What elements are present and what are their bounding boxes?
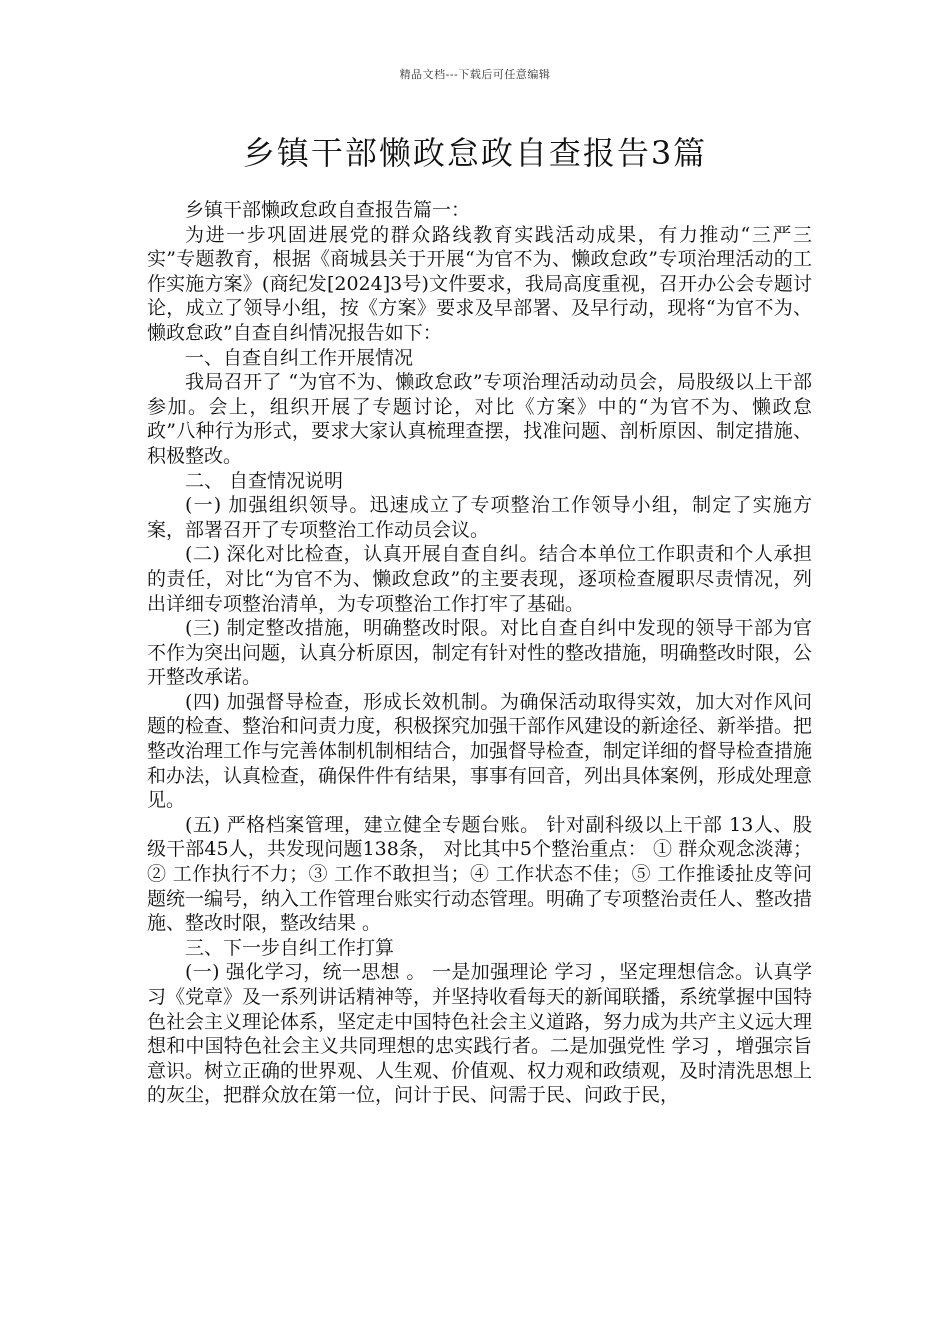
intro-paragraph: 为进一步巩固进展党的群众路线教育实践活动成果，有力推动“三严三实”专题教育，根据《商城县关于开展“为官不为、懒政怠政”专项治理活动的工作实施方案》(商纪发[2024]3号)文件要求，我局高度重视，召开办公会专题讨论，成立了领导小组，按《方案》要求及早部署、及早行动，现将“为官不为、懒政怠政”自查自纠情况报告如下： [147, 223, 812, 344]
document-body [147, 198, 812, 1108]
paragraph-item-2: (二) 深化对比检查，认真开展自查自纠。结合本单位工作职责和个人承担的责任，对比“为官不为、懒政怠政”的主要表现，逐项检查履职尽责情况，列出详细专项整治清单，为专项整治工作打牢了基础。 [147, 543, 812, 615]
paragraph-item-5: (五) 严格档案管理，建立健全专题台账。 针对副科级以上干部 13人、股级干部45人，共发现问题138条， 对比其中5个整治重点： ① 群众观念淡薄；② 工作执行不力；③ 工作不敢担当；④ 工作状态不佳；⑤ 工作推诿扯皮等问题统一编号，纳入工作管理台账实行动态管理。明确了专项整治责任人、整改措施、整改时限，整改结果 。 [147, 813, 813, 935]
section-heading-part-one: 乡镇干部懒政怠政自查报告篇一： [185, 199, 471, 221]
document-title: 乡镇干部懒政怠政自查报告3篇 [242, 134, 708, 172]
section-heading-1: 一、自查自纠工作开展情况 [185, 346, 414, 369]
section-heading-2: 二、 自查情况说明 [185, 469, 344, 492]
paragraph-plan-1: (一) 强化学习，统一思想 。 一是加强理论 学习 ，坚定理想信念。认真学习《党章》及一系列讲话精神等，并坚持收看每天的新闻联播，系统掌握中国特色社会主义理论体系，坚定走中国特色社会主义道路，努力成为共产主义远大理想和中国特色社会主义共同理想的忠实践行者。二是加强党性 学习 ，增强宗旨意识。树立正确的世界观、人生观、价值观、权力观和政绩观，及时清洗思想上的灰尘，把群众放在第一位，问计于民、问需于民、问政于民， [147, 961, 813, 1107]
paragraph-item-1: (一) 加强组织领导。迅速成立了专项整治工作领导小组，制定了实施方案，部署召开了专项整治工作动员会议。 [147, 494, 812, 541]
paragraph-item-4: (四) 加强督导检查，形成长效机制。为确保活动取得实效，加大对作风问题的检查、整治和问责力度，积极探究加强干部作风建设的新途径、新举措。把整改治理工作与完善体制机制相结合，加强督导检查，制定详细的督导检查措施和办法，认真检查，确保件件有结果，事事有回音，列出具体案例，形成处理意见。 [147, 690, 813, 812]
paragraph-mobilization-meeting: 我局召开了 “为官不为、懒政怠政”专项治理活动动员会，局股级以上干部参加。会上，组织开展了专题讨论，对比《方案》中的“为官不为、懒政怠政”八种行为形式，要求大家认真梳理查摆，找准问题、剖析原因、制定措施、积极整改。 [147, 371, 812, 467]
paragraph-item-3: (三) 制定整改措施，明确整改时限。对比自查自纠中发现的领导干部为官不作为突出问题，认真分析原因，制定有针对性的整改措施，明确整改时限，公开整改承诺。 [147, 617, 813, 689]
section-heading-3: 三、下一步自纠工作打算 [185, 936, 395, 959]
header-note: 精品文档---下载后可任意编辑 [399, 68, 551, 81]
